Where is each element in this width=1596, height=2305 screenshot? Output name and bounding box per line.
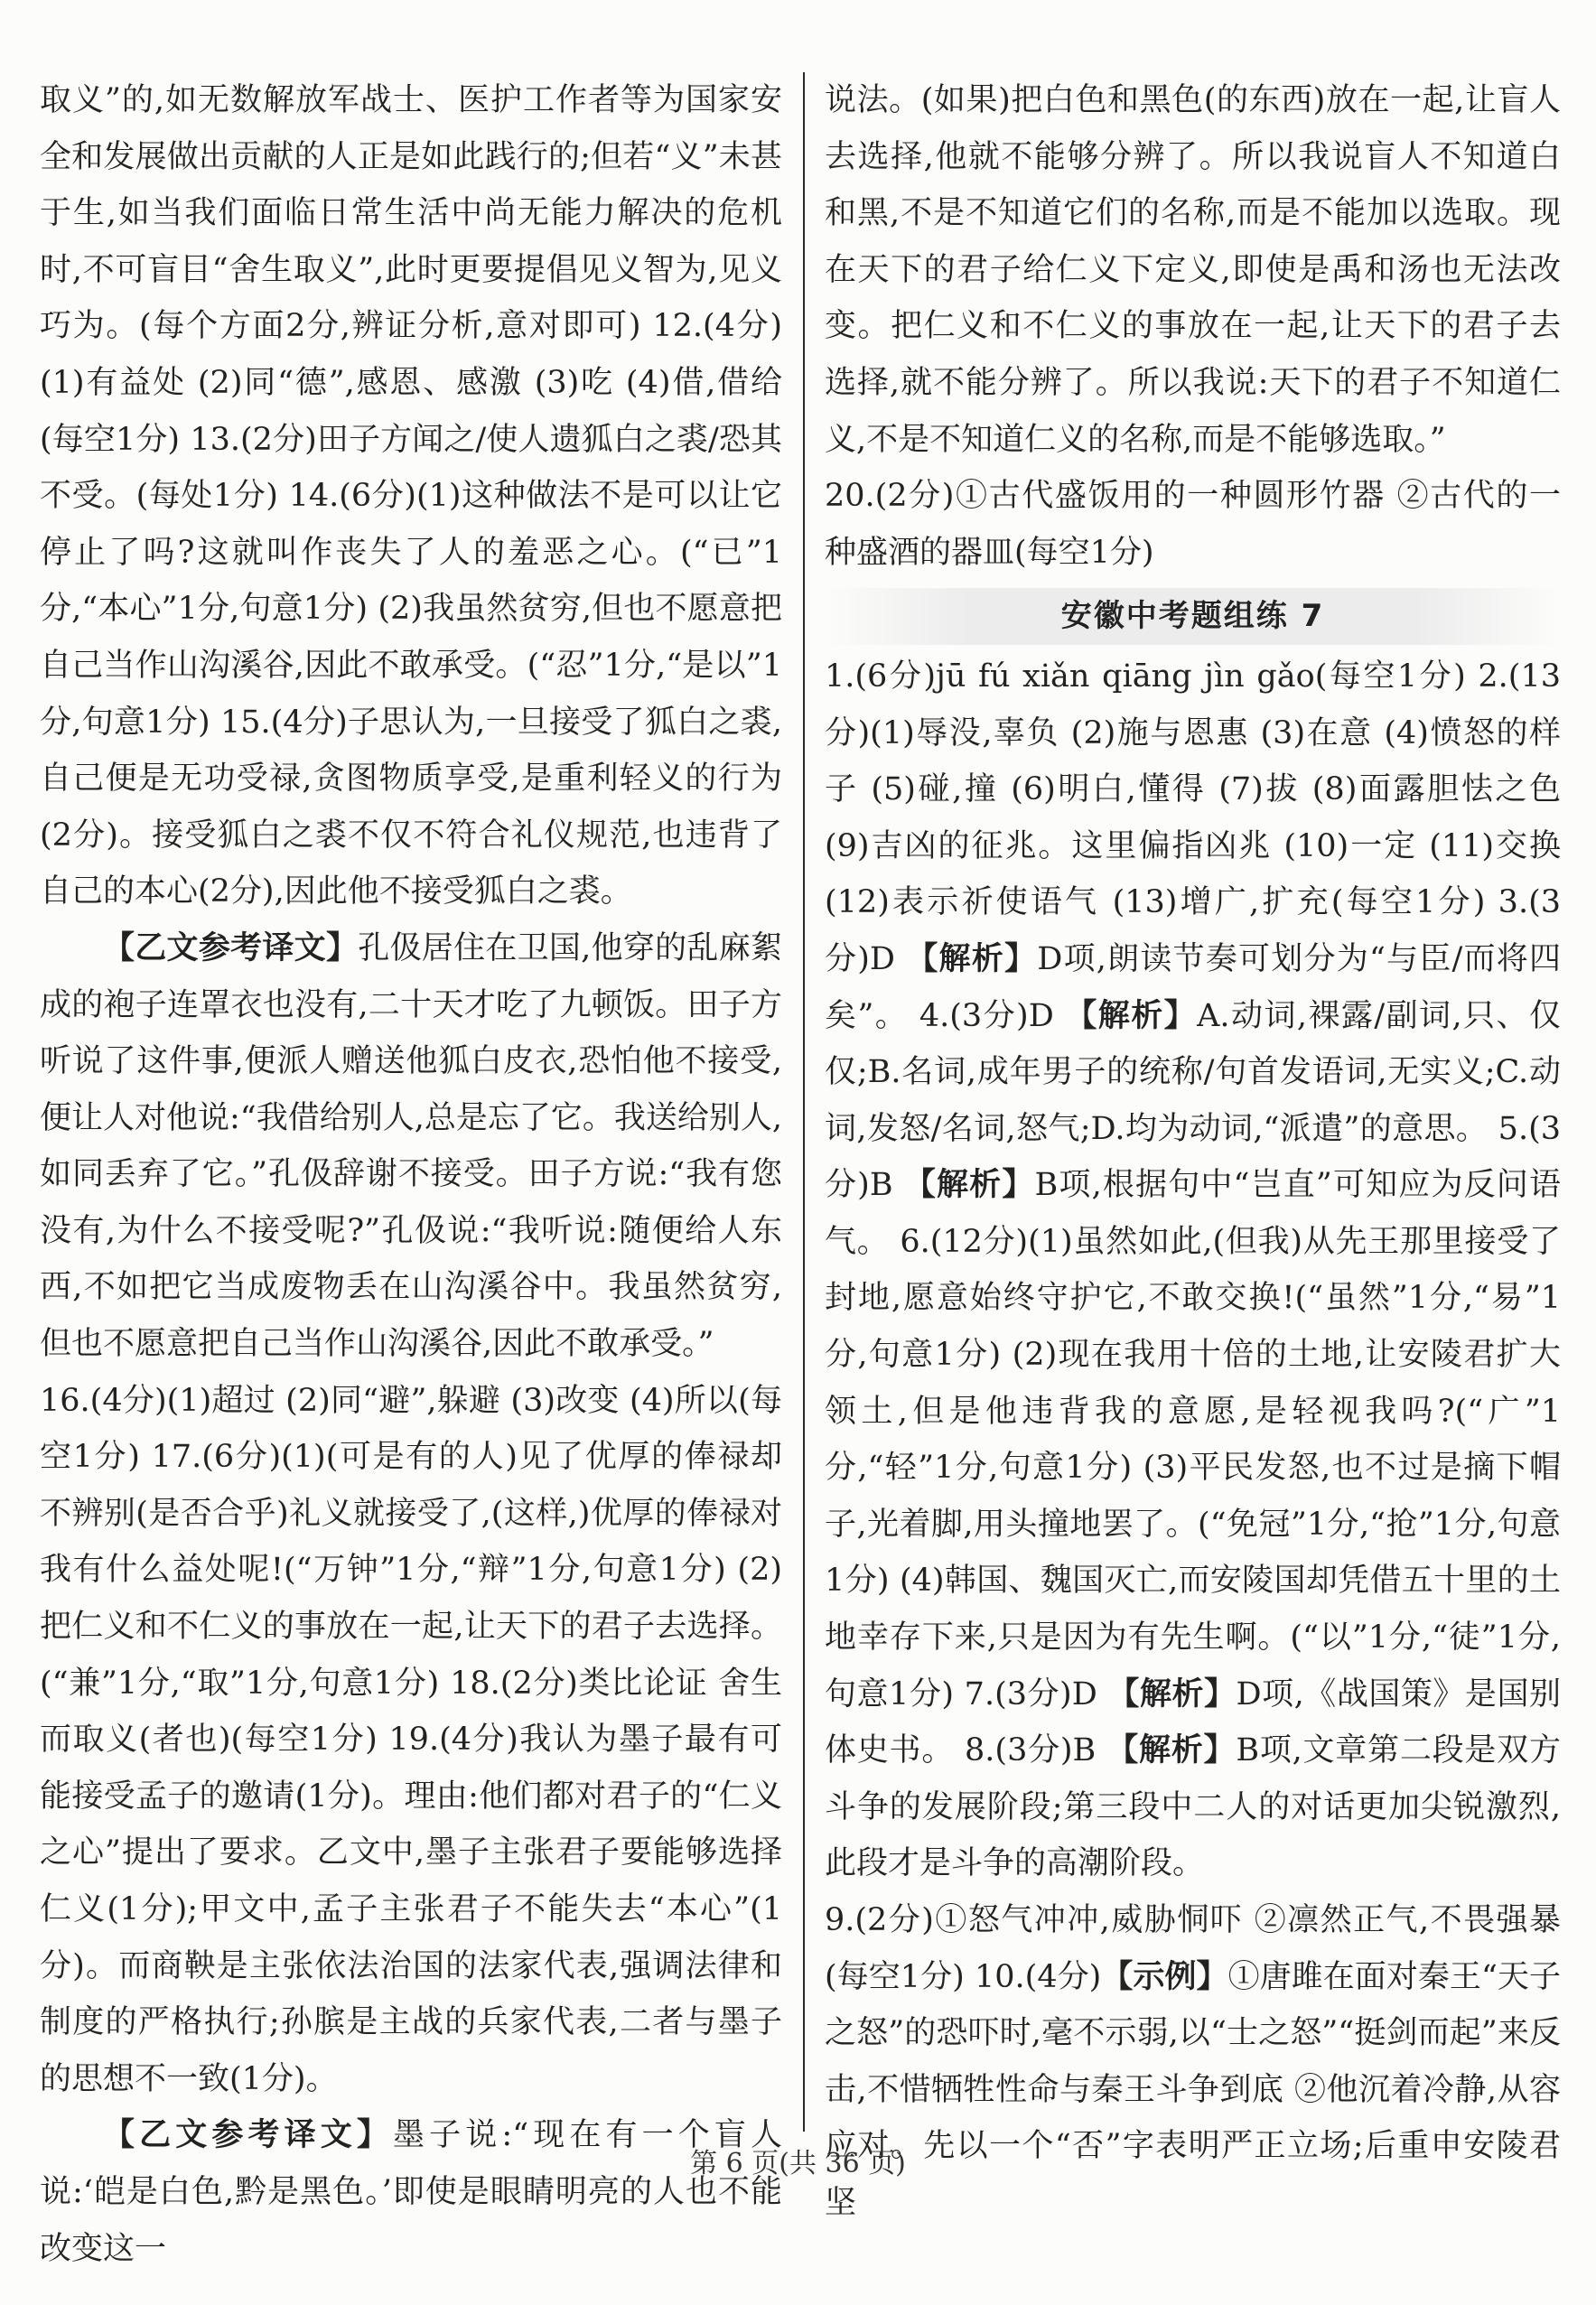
- analysis-label: 【解析】: [1107, 1675, 1237, 1712]
- answer-text: 1.(6分)jū fú xiǎn qiāng jìn gǎo(每空1分) 2.(13分)(1)辱没,辜负 (2)施与恩惠 (3)在意 (4)愤怒的样子 (5)碰,撞 (6)明白,懂得 (7)拔 (8)面露胆怯之色 (9)吉凶的征兆。这里偏指凶兆 (10)一定 (11)交换 (12)表示祈使语气 (13)增广,扩充(每空1分) 3.(3分)D: [825, 658, 1561, 977]
- right-column: [825, 72, 1561, 2232]
- right-paragraph-4: [825, 1892, 1561, 2232]
- answer-text: 9.(2分)①怒气冲冲,威胁恫吓 ②凛然正气,不畏强暴(每空1分) 10.(4分): [825, 1902, 1561, 1995]
- analysis-label: 【解析】: [903, 1167, 1035, 1204]
- right-paragraph-3: [825, 649, 1561, 1892]
- section-heading-band: [825, 588, 1561, 645]
- answer-text: D项,朗读节奏可划分为“与臣/而将四矣”。 4.(3分)D: [825, 940, 1561, 1034]
- answer-text: B项,文章第二段是双方斗争的发展阶段;第三段中二人的对话更加尖锐激烈,此段才是斗争的高潮阶段。: [825, 1732, 1561, 1882]
- left-translation-1: [40, 920, 782, 1373]
- answer-text: B项,根据句中“岂直”可知应为反问语气。 6.(12分)(1)虽然如此,(但我)从先王那里接受了封地,愿意始终守护它,不敢交换!(“虽然”1分,“易”1分,句意1分) (2)现在我用十倍的土地,让安陵君扩大领土,但是他违背我的意愿,是轻视我吗?(“广”1分,“轻”1分,句意1分) (3)平民发怒,也不过是摘下帽子,光着脚,用头撞地罢了。(“免冠”1分,“抢”1分,句意1分) (4)韩国、魏国灭亡,而安陵国却凭借五十里的土地幸存下来,只是因为有先生啊。(“以”1分,“徒”1分,句意1分) 7.(3分)D: [825, 1167, 1561, 1712]
- example-label: 【示例】: [1101, 1958, 1228, 1995]
- left-paragraph-3: 16.(4分)(1)超过 (2)同“避”,躲避 (3)改变 (4)所以(每空1分) 17.(6分)(1)(可是有的人)见了优厚的俸禄却不辨别(是否合乎)礼义就接受了,(这样,)优厚的俸禄对我有什么益处呢!(“万钟”1分,“辩”1分,句意1分) (2)把仁义和不仁义的事放在一起,让天下的君子去选择。(“兼”1分,“取”1分,句意1分) 18.(2分)类比论证 舍生而取义(者也)(每空1分) 19.(4分)我认为墨子最有可能接受孟子的邀请(1分)。理由:他们都对君子的“仁义之心”提出了要求。乙文中,墨子主张君子要能够选择仁义(1分);甲文中,孟子主张君子不能失去“本心”(1分)。而商鞅是主张依法治国的法家代表,强调法律和制度的严格执行;孙膑是主战的兵家代表,二者与墨子的思想不一致(1分)。: [40, 1382, 782, 2097]
- translation-label: 【乙文参考译文】: [103, 929, 359, 966]
- translation-label: 【乙文参考译文】: [103, 2117, 394, 2154]
- right-paragraph-1: 说法。(如果)把白色和黑色(的东西)放在一起,让盲人去选择,他就不能够分辨了。所以我说盲人不知道白和黑,不是不知道它们的名称,而是不能加以选取。现在天下的君子给仁义下定义,即使是禹和汤也无法改变。把仁义和不仁义的事放在一起,让天下的君子去选择,就不能分辨了。所以我说:天下的君子不知道仁义,不是不知道仁义的名称,而是不能够选取。”: [825, 82, 1561, 458]
- analysis-label: 【解析】: [906, 940, 1038, 977]
- page-number: 第 6 页(共 36 页): [690, 2148, 906, 2179]
- section-heading: 安徽中考题组练 7: [1060, 598, 1325, 635]
- left-translation-2: [40, 2107, 782, 2277]
- translation-text: 孔伋居住在卫国,他穿的乱麻絮成的袍子连罩衣也没有,二十天才吃了九顿饭。田子方听说了这件事,便派人赠送他狐白皮衣,恐怕他不接受,便让人对他说:“我借给别人,总是忘了它。我送给别人,如同丢弃了它。”孔伋辞谢不接受。田子方说:“我有您没有,为什么不接受呢?”孔伋说:“我听说:随便给人东西,不如把它当成废物丢在山沟溪谷中。我虽然贫穷,但也不愿意把自己当作山沟溪谷,因此不敢承受。”: [40, 929, 782, 1363]
- column-divider: [803, 72, 805, 2132]
- left-column: [40, 72, 782, 2277]
- answer-text: ①唐雎在面对秦王“天子之怒”的恐吓时,毫不示弱,以“士之怒”“挺剑而起”来反击,不惜牺牲性命与秦王斗争到底 ②他沉着冷静,从容应对。先以一个“否”字表明严正立场;后重申安陵君坚: [825, 1958, 1561, 2221]
- analysis-label: 【解析】: [1106, 1732, 1237, 1769]
- answer-text: A.动词,裸露/副词,只、仅仅;B.名词,成年男子的统称/句首发语词,无实义;C.动词,发怒/名词,怒气;D.均为动词,“派遣”的意思。 5.(3分)B: [825, 997, 1561, 1204]
- analysis-label: 【解析】: [1065, 997, 1198, 1034]
- left-paragraph-1: 取义”的,如无数解放军战士、医护工作者等为国家安全和发展做出贡献的人正是如此践行的;但若“义”未甚于生,如当我们面临日常生活中尚无能力解决的危机时,不可盲目“舍生取义”,此时更要提倡见义智为,见义巧为。(每个方面2分,辨证分析,意对即可) 12.(4分)(1)有益处 (2)同“德”,感恩、感激 (3)吃 (4)借,借给(每空1分) 13.(2分)田子方闻之/使人遗狐白之裘/恐其不受。(每处1分) 14.(6分)(1)这种做法不是可以让它停止了吗?这就叫作丧失了人的羞恶之心。(“已”1分,“本心”1分,句意1分) (2)我虽然贫穷,但也不愿意把自己当作山沟溪谷,因此不敢承受。(“忍”1分,“是以”1分,句意1分) 15.(4分)子思认为,一旦接受了狐白之裘,自己便是无功受禄,贪图物质享受,是重利轻义的行为(2分)。接受狐白之裘不仅不符合礼仪规范,也违背了自己的本心(2分),因此他不接受狐白之裘。: [40, 82, 782, 910]
- right-paragraph-2: 20.(2分)①古代盛饭用的一种圆形竹器 ②古代的一种盛酒的器皿(每空1分): [825, 478, 1561, 571]
- answer-text: D项,《战国策》是国别体史书。 8.(3分)B: [825, 1675, 1561, 1769]
- translation-text: 墨子说:“现在有一个盲人说:‘皑是白色,黔是黑色。’即使是眼睛明亮的人也不能改变这一: [40, 2117, 782, 2267]
